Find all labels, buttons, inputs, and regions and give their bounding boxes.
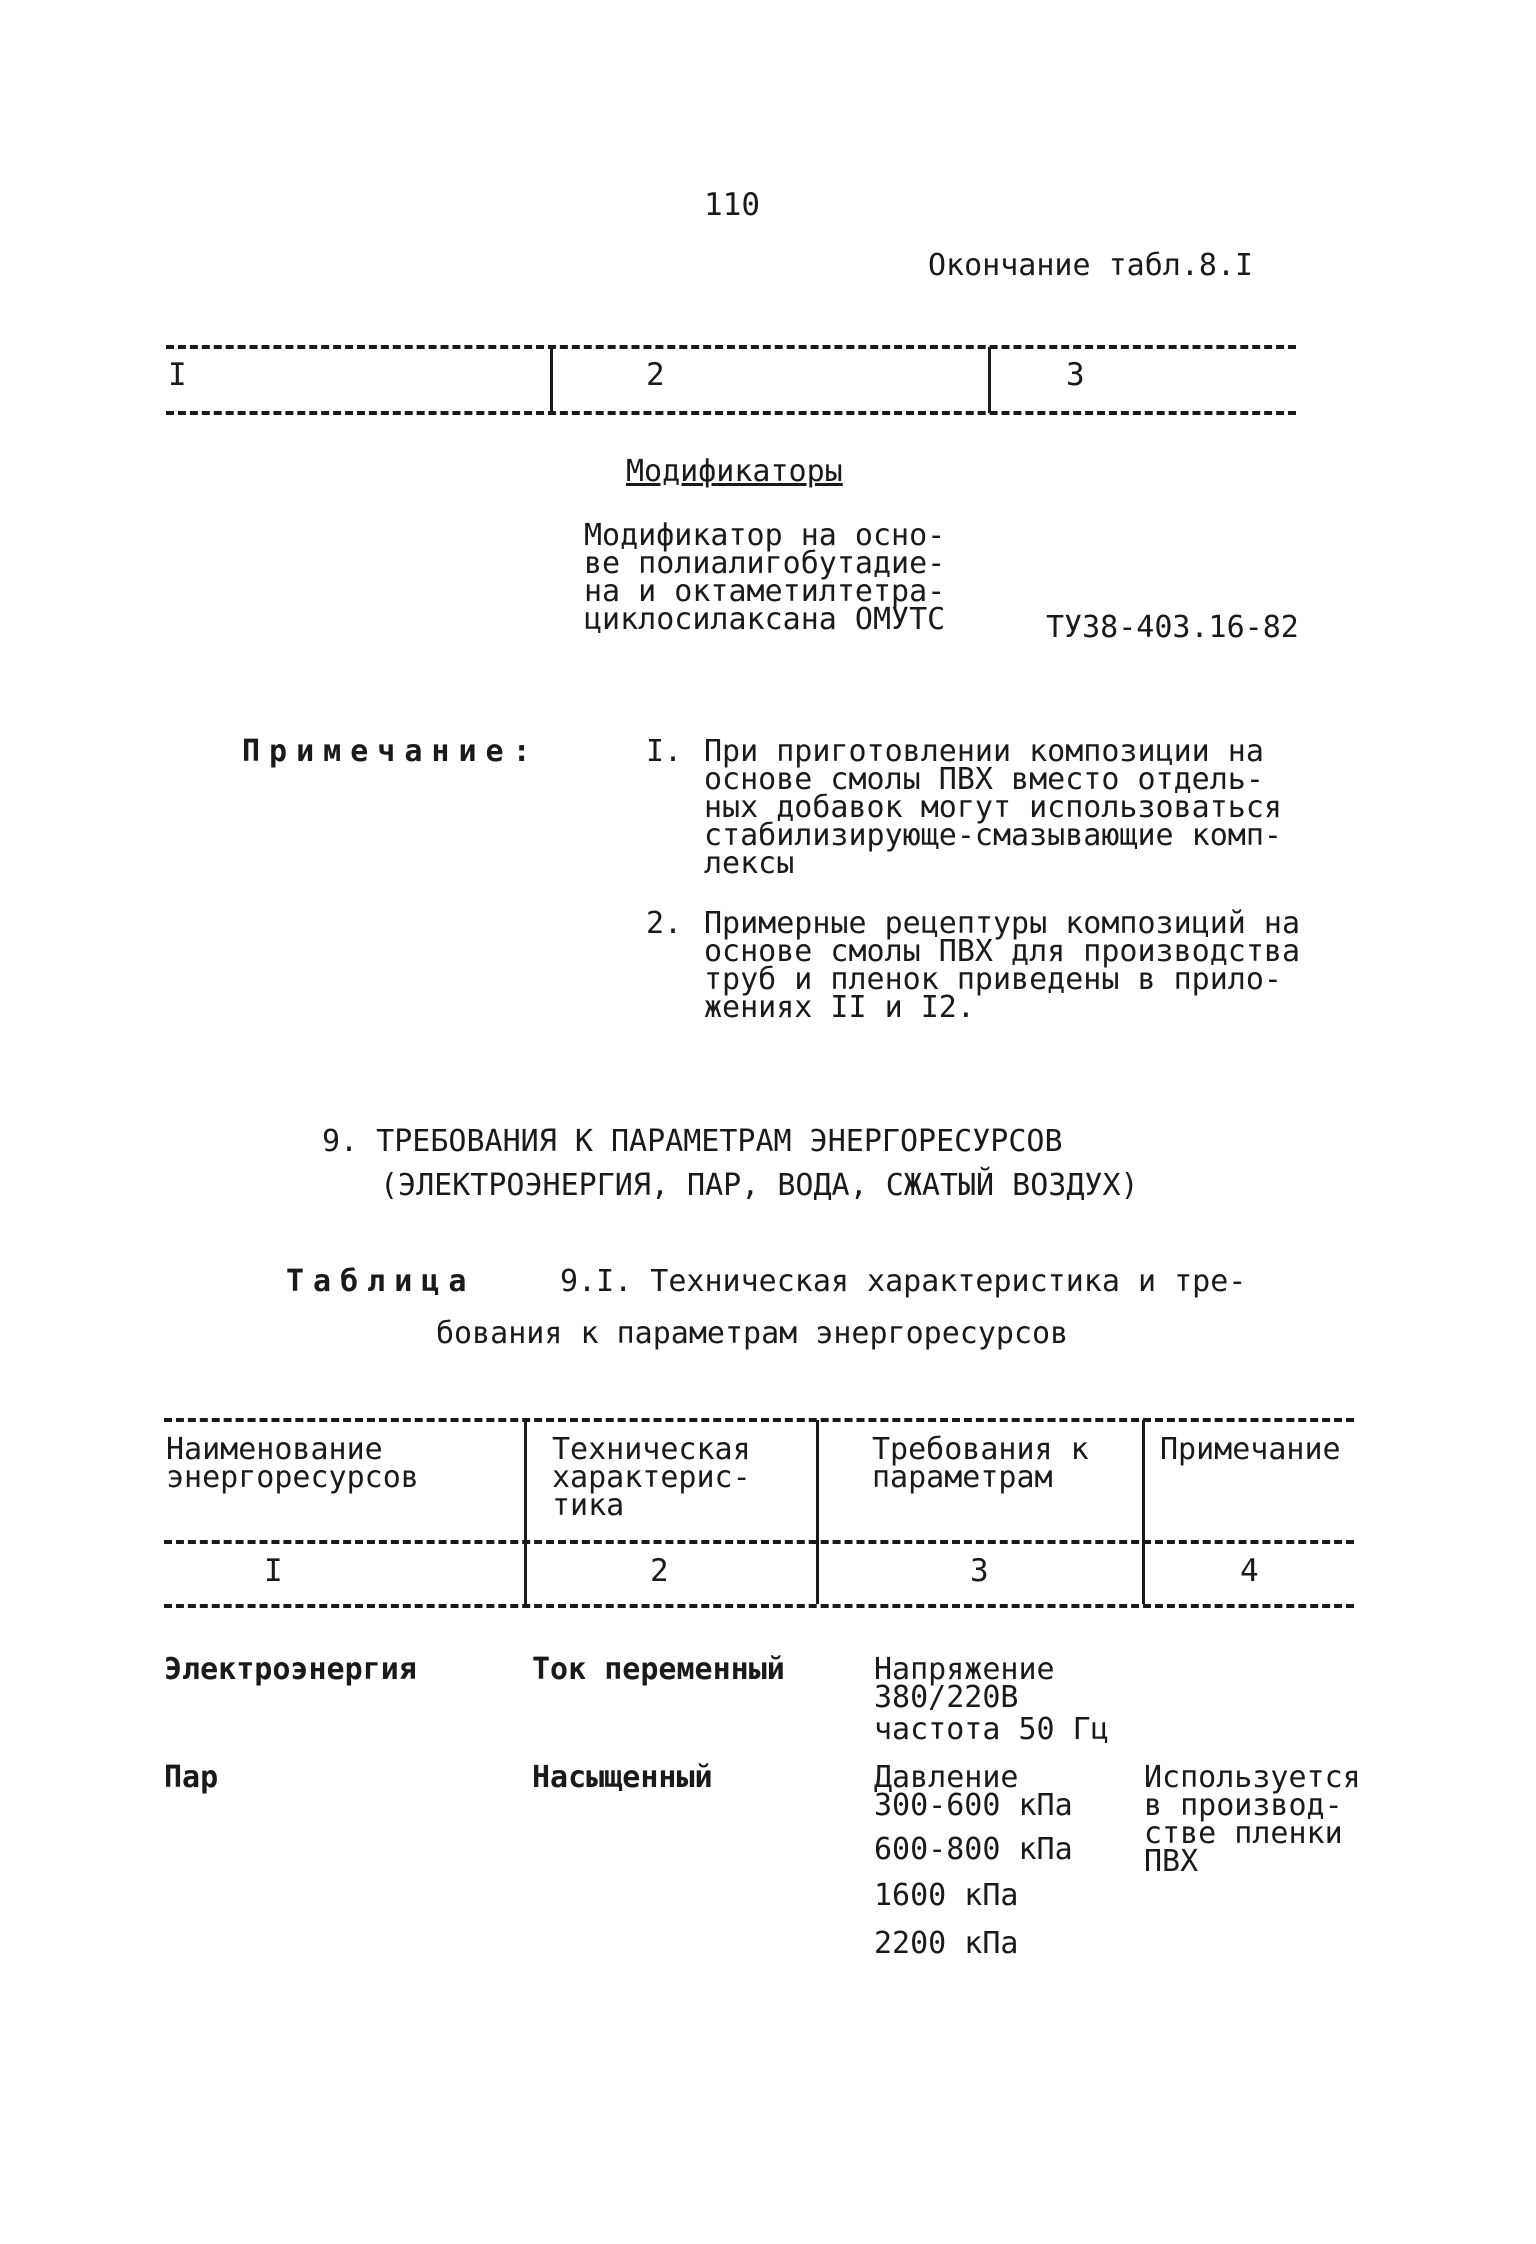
table-cell-requirement: 2200 кПа	[874, 1926, 1019, 1961]
column-divider	[816, 1420, 819, 1604]
column-divider	[1142, 1420, 1145, 1604]
page-number: 110	[704, 187, 760, 223]
table-cell-name: Пар	[164, 1760, 219, 1795]
continuation-label: Окончание табл.8.I	[928, 248, 1254, 283]
note-item-text: Примерные рецептуры композиций на основе смолы ПВХ для производства труб и пленок приведены в прило- жениях II и I2.	[704, 906, 1301, 1025]
column-number: 4	[1240, 1553, 1259, 1589]
table-top-rule	[166, 345, 1296, 349]
column-number: I	[168, 357, 187, 393]
table-top-rule	[164, 1418, 1354, 1422]
column-header: Требования к параметрам	[872, 1432, 1089, 1495]
table-cell-name: Электроэнергия	[164, 1652, 417, 1687]
column-divider	[988, 347, 991, 413]
table-cell-requirement: 1600 кПа	[874, 1878, 1019, 1913]
column-number: 2	[650, 1553, 669, 1589]
section-9-subheading: (ЭЛЕКТРОЭНЕРГИЯ, ПАР, ВОДА, СЖАТЫЙ ВОЗДУХ)	[380, 1168, 1139, 1203]
note-label: Примечание:	[242, 734, 540, 769]
modifier-name: Модификатор на осно- ве полиалигобутадие- на и октаметилтетра- циклосилаксана ОМУТС	[584, 518, 946, 637]
table-caption-line2: бования к параметрам энергоресурсов	[436, 1316, 1069, 1351]
table-cell-characteristic: Насыщенный	[532, 1760, 713, 1795]
column-number: 2	[646, 357, 665, 393]
column-header: Техническая характерис- тика	[552, 1432, 751, 1523]
note-item-number: I.	[646, 734, 683, 769]
column-header: Наименование энергоресурсов	[166, 1432, 419, 1495]
column-number: 3	[1066, 357, 1085, 393]
section-9-heading: 9. ТРЕБОВАНИЯ К ПАРАМЕТРАМ ЭНЕРГОРЕСУРСОВ	[322, 1124, 1063, 1159]
table-cell-note: Используется в производ- стве пленки ПВХ	[1144, 1760, 1361, 1879]
table-caption-text: 9.I. Техническая характеристика и тре-	[560, 1264, 1247, 1299]
column-number: 3	[970, 1553, 989, 1589]
table-cell-requirement: частота 50 Гц	[874, 1712, 1109, 1747]
table-cell-requirement: Напряжение 380/220В	[874, 1652, 1055, 1715]
table-cell-characteristic: Ток переменный	[532, 1652, 785, 1687]
note-item-number: 2.	[646, 906, 683, 941]
table-cell-requirement: Давление 300-600 кПа	[874, 1760, 1073, 1823]
column-divider	[550, 347, 553, 413]
note-item-text: При приготовлении композиции на основе смолы ПВХ вместо отдель- ных добавок могут использоваться стабилизирующе-смазывающие комп- лексы	[704, 734, 1282, 881]
column-divider	[524, 1420, 527, 1604]
table-header-rule	[164, 1540, 1354, 1544]
table-bottom-rule	[164, 1604, 1354, 1608]
table-caption-label: Таблица	[286, 1264, 476, 1299]
modifier-standard: ТУ38-403.16-82	[1046, 610, 1299, 645]
column-header: Примечание	[1160, 1432, 1341, 1467]
table-header-rule	[166, 411, 1296, 415]
section-heading: Модификаторы	[626, 454, 843, 489]
table-cell-requirement: 600-800 кПа	[874, 1832, 1073, 1867]
column-number: I	[264, 1553, 283, 1589]
